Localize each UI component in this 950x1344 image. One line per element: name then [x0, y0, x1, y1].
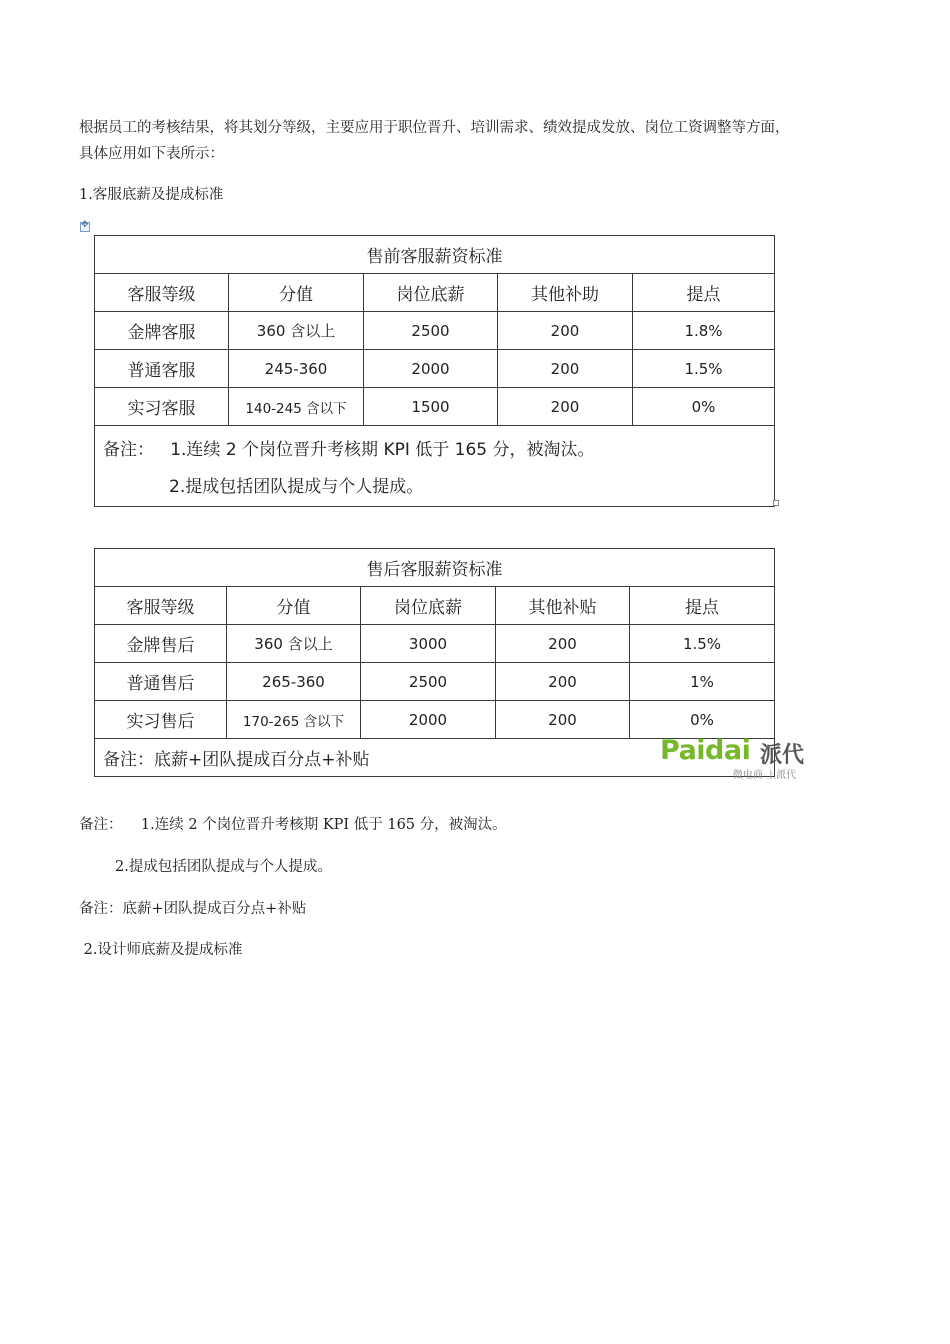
table-cell: 普通客服: [95, 350, 229, 388]
table-cell: 1.8%: [633, 312, 775, 350]
table-cell: 0%: [630, 701, 775, 739]
table-cell: 金牌售后: [95, 625, 227, 663]
column-header: 分值: [227, 587, 361, 625]
table-row: [95, 388, 775, 426]
table-cell: 金牌客服: [95, 312, 229, 350]
table-cell: 1.5%: [630, 625, 775, 663]
intro-line-1: 根据员工的考核结果，将其划分等级，主要应用于职位晋升、培训需求、绩效提成发放、岗位工资调整等方面，: [79, 120, 790, 136]
logo-brand: Paidai: [660, 735, 751, 766]
table-cell: 200: [496, 701, 630, 739]
table-header-row: [95, 274, 775, 312]
table-cell: 200: [496, 625, 630, 663]
logo-slogan: 微电商 上派代: [733, 770, 797, 781]
section-1-heading: 1.客服底薪及提成标准: [79, 187, 224, 203]
note-text-3: 备注：底薪+团队提成百分点+补贴: [79, 901, 307, 917]
column-header: 分值: [229, 274, 364, 312]
table-cell: 1.5%: [633, 350, 775, 388]
table-row: [95, 312, 775, 350]
column-header: 其他补助: [498, 274, 633, 312]
table-cell: 140-245 含以下: [229, 388, 364, 426]
table-title: 售前客服薪资标准: [95, 236, 775, 274]
note-line-1: 备注： 1.连续 2 个岗位晋升考核期 KPI 低于 165 分，被淘汰。: [103, 440, 595, 460]
table-cell: 265-360: [227, 663, 361, 701]
table-cell: 2000: [361, 701, 496, 739]
column-header: 提点: [633, 274, 775, 312]
table-row: [95, 625, 775, 663]
presale-salary-table: [94, 235, 775, 507]
table-move-icon[interactable]: [80, 222, 90, 232]
column-header: 岗位底薪: [364, 274, 498, 312]
table-cell: 200: [498, 350, 633, 388]
table-cell: 245-360: [229, 350, 364, 388]
table-row: [95, 701, 775, 739]
table-note: 备注：底薪+团队提成百分点+补贴: [95, 739, 775, 777]
intro-line-2: 具体应用如下表所示：: [79, 146, 224, 162]
table-row: [95, 663, 775, 701]
table-header-row: [95, 587, 775, 625]
table-title: 售后客服薪资标准: [95, 549, 775, 587]
column-header: 其他补贴: [496, 587, 630, 625]
table-cell: 1500: [364, 388, 498, 426]
logo-cn: 派代: [760, 743, 805, 768]
column-header: 客服等级: [95, 587, 227, 625]
table-cell: 0%: [633, 388, 775, 426]
section-2-heading: 2.设计师底薪及提成标准: [79, 942, 243, 958]
note-text-2: 2.提成包括团队提成与个人提成。: [115, 859, 332, 875]
table-cell: 200: [496, 663, 630, 701]
table-cell: 200: [498, 312, 633, 350]
table-cell: 2500: [361, 663, 496, 701]
table-cell: 实习售后: [95, 701, 227, 739]
table-cell: 2500: [364, 312, 498, 350]
table-cell: 170-265 含以下: [227, 701, 361, 739]
table-note: [95, 426, 775, 507]
note-text-1: 备注： 1.连续 2 个岗位晋升考核期 KPI 低于 165 分，被淘汰。: [79, 817, 507, 833]
column-header: 提点: [630, 587, 775, 625]
table-cell: 200: [498, 388, 633, 426]
table-cell: 普通售后: [95, 663, 227, 701]
table-cell: 实习客服: [95, 388, 229, 426]
table-resize-handle[interactable]: [773, 500, 779, 506]
note-line-2: 2.提成包括团队提成与个人提成。: [169, 477, 424, 497]
table-row: [95, 350, 775, 388]
column-header: 岗位底薪: [361, 587, 496, 625]
paidai-logo: [660, 735, 810, 780]
column-header: 客服等级: [95, 274, 229, 312]
table-cell: 2000: [364, 350, 498, 388]
table-cell: 360 含以上: [229, 312, 364, 350]
table-cell: 360 含以上: [227, 625, 361, 663]
table-cell: 1%: [630, 663, 775, 701]
table-cell: 3000: [361, 625, 496, 663]
